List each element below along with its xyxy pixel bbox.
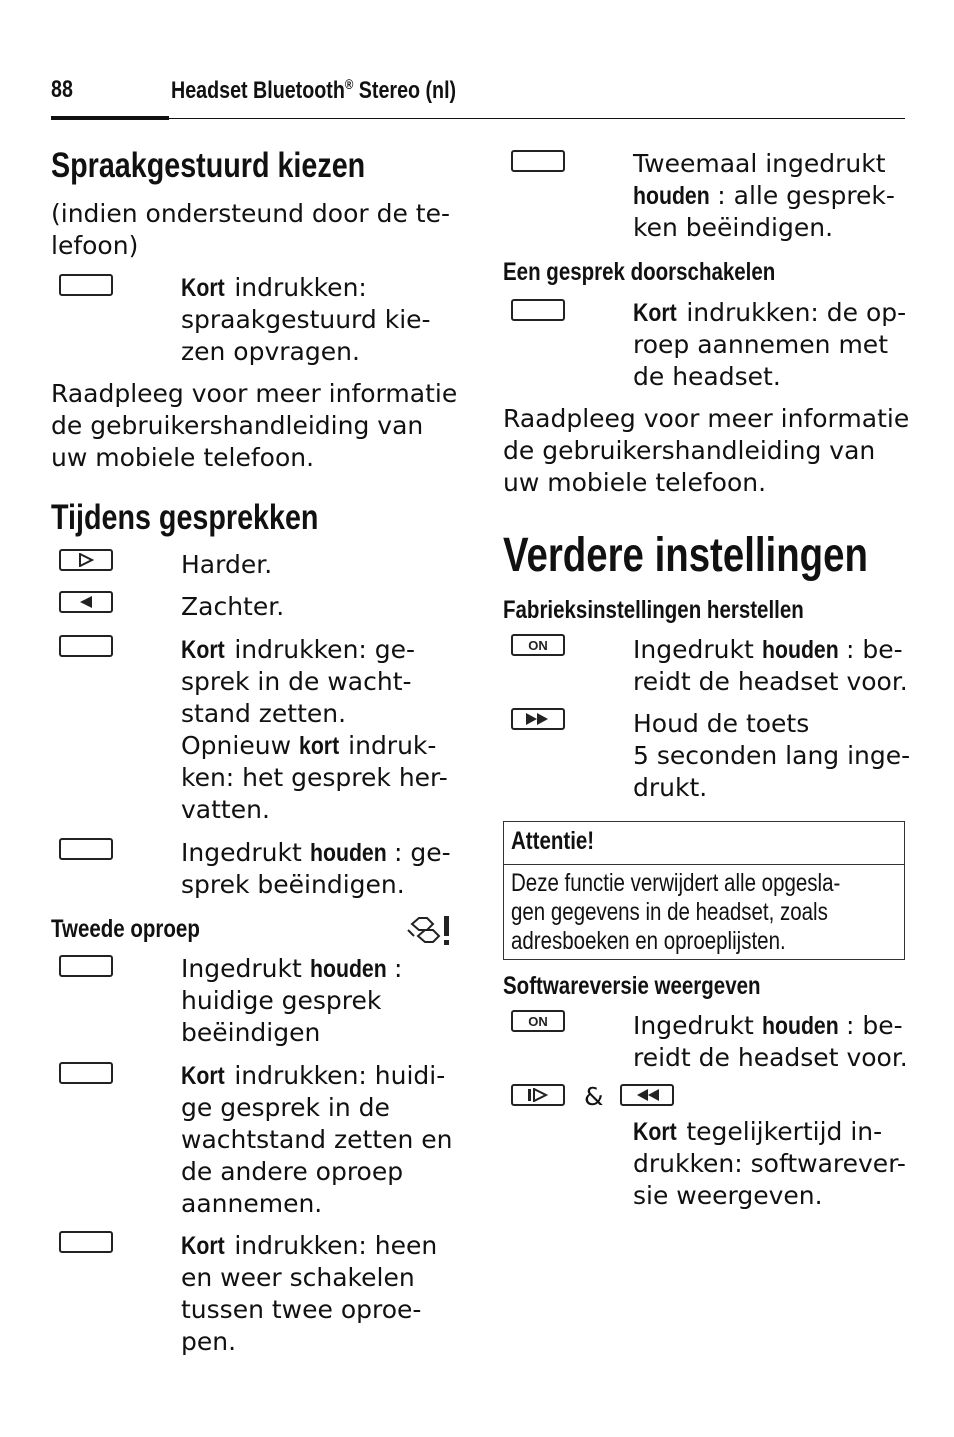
instruction-text: tegelijkertijd in- drukken: softwarever- sie weergeven. <box>633 1117 906 1210</box>
attention-box <box>503 821 905 960</box>
instruction-text: indrukken: spraakgestuurd kie- zen opvragen. <box>181 273 431 366</box>
instruction-text: : alle gesprek- ken beëindigen. <box>633 181 895 242</box>
keyword: Kort <box>181 1232 225 1260</box>
instruction-end-call <box>181 837 451 901</box>
running-title-main: Headset Bluetooth <box>171 77 345 104</box>
rewind-key-icon <box>620 1084 674 1106</box>
instruction-transfer <box>633 297 906 393</box>
button-key-icon <box>59 1231 113 1253</box>
keyword: houden <box>309 839 387 867</box>
instruction-text: Ingedrukt <box>633 635 762 664</box>
button-key-icon <box>59 274 113 296</box>
instruction-toggle-calls <box>181 1230 437 1358</box>
button-key-icon <box>511 150 565 172</box>
instruction-end-current <box>181 953 402 1049</box>
on-key-icon: ON <box>511 1010 565 1032</box>
keyword: kort <box>298 732 340 760</box>
running-title-suffix: Stereo (nl) <box>353 77 457 104</box>
subsection-title-fabrieksinstellingen: Fabrieksinstellingen herstellen <box>503 596 804 624</box>
keyword: houden <box>761 1012 839 1040</box>
instruction-hold-call <box>181 634 448 826</box>
keyword: Kort <box>181 274 225 302</box>
instruction-text: : ge- sprek beëindigen. <box>181 838 451 899</box>
instruction-prepare-headset-2 <box>633 1010 908 1074</box>
attention-text: Deze functie verwijdert alle opgesla- gen gegevens in de headset, zoals adresboeken en oproeplijsten. <box>511 869 841 955</box>
instruction-text: Ingedrukt <box>181 838 310 867</box>
keyword: houden <box>309 955 387 983</box>
chapter-title: Verdere instellingen <box>503 529 868 582</box>
registered-mark: ® <box>344 76 354 92</box>
keyword: Kort <box>181 636 225 664</box>
button-key-icon <box>59 635 113 657</box>
instruction-text: : huidige gesprek beëindigen <box>181 954 403 1047</box>
attention-title: Attentie! <box>511 827 595 855</box>
back-key-icon <box>59 591 113 613</box>
info-paragraph: Raadpleeg voor meer informatie de gebruikershandleiding van uw mobiele telefoon. <box>51 379 458 472</box>
header-rule-accent <box>51 116 169 120</box>
instruction-text: indrukken: ge- sprek in de wacht- stand zetten. Opnieuw <box>181 635 416 760</box>
instruction-text: Ingedrukt <box>633 1011 762 1040</box>
instruction-text: Tweemaal ingedrukt <box>633 149 886 178</box>
instruction-hold-5s: Houd de toets 5 seconden lang inge- drukt. <box>633 709 911 802</box>
header-rule <box>51 118 905 119</box>
instruction-end-all <box>633 148 895 244</box>
keyword: Kort <box>181 1062 225 1090</box>
page-number: 88 <box>51 76 73 103</box>
button-key-icon <box>59 838 113 860</box>
info-paragraph: Raadpleeg voor meer informatie de gebruikershandleiding van uw mobiele telefoon. <box>503 404 910 497</box>
keyword: Kort <box>633 1118 677 1146</box>
keyword: houden <box>633 182 710 210</box>
subsection-title-doorschakelen: Een gesprek doorschakelen <box>503 258 776 286</box>
attention-divider <box>504 864 904 865</box>
running-title <box>171 76 456 105</box>
subsection-title-softwareversie: Softwareversie weergeven <box>503 972 761 1000</box>
instruction-accept-second <box>181 1060 452 1220</box>
network-service-icon <box>406 914 452 948</box>
section-note: (indien ondersteund door de te- lefoon) <box>51 199 450 260</box>
skip-forward-key-icon <box>511 1084 565 1106</box>
keyword: Kort <box>633 299 677 327</box>
button-key-icon <box>59 955 113 977</box>
instruction-text: : be- reidt de headset voor. <box>633 1011 908 1072</box>
subsection-title-tweede-oproep: Tweede oproep <box>51 915 200 943</box>
instruction-text: indrukken: heen en weer schakelen tussen twee oproe- pen. <box>181 1231 438 1356</box>
section-title-spraakgestuurd: Spraakgestuurd kiezen <box>51 146 366 185</box>
button-key-icon <box>59 1062 113 1084</box>
instruction-harder: Harder. <box>181 550 273 579</box>
instruction-text: indruk- ken: het gesprek her- vatten. <box>181 731 448 824</box>
play-key-icon <box>59 549 113 571</box>
instruction-text: indrukken: huidi- ge gesprek in de wachtstand zetten en de andere oproep aannemen. <box>181 1061 453 1218</box>
keyword: houden <box>761 636 839 664</box>
instruction-prepare-headset <box>633 634 908 698</box>
instruction-show-version <box>633 1116 906 1212</box>
instruction-text: indrukken: de op- roep aannemen met de headset. <box>633 298 907 391</box>
instruction-text: Ingedrukt <box>181 954 310 983</box>
instruction-text: : be- reidt de headset voor. <box>633 635 908 696</box>
ampersand: & <box>584 1082 604 1111</box>
button-key-icon <box>511 299 565 321</box>
instruction-zachter: Zachter. <box>181 592 285 621</box>
on-key-icon: ON <box>511 634 565 656</box>
section-title-tijdens: Tijdens gesprekken <box>51 498 319 537</box>
fast-forward-key-icon <box>511 708 565 730</box>
instruction-voice-dial <box>181 272 431 368</box>
